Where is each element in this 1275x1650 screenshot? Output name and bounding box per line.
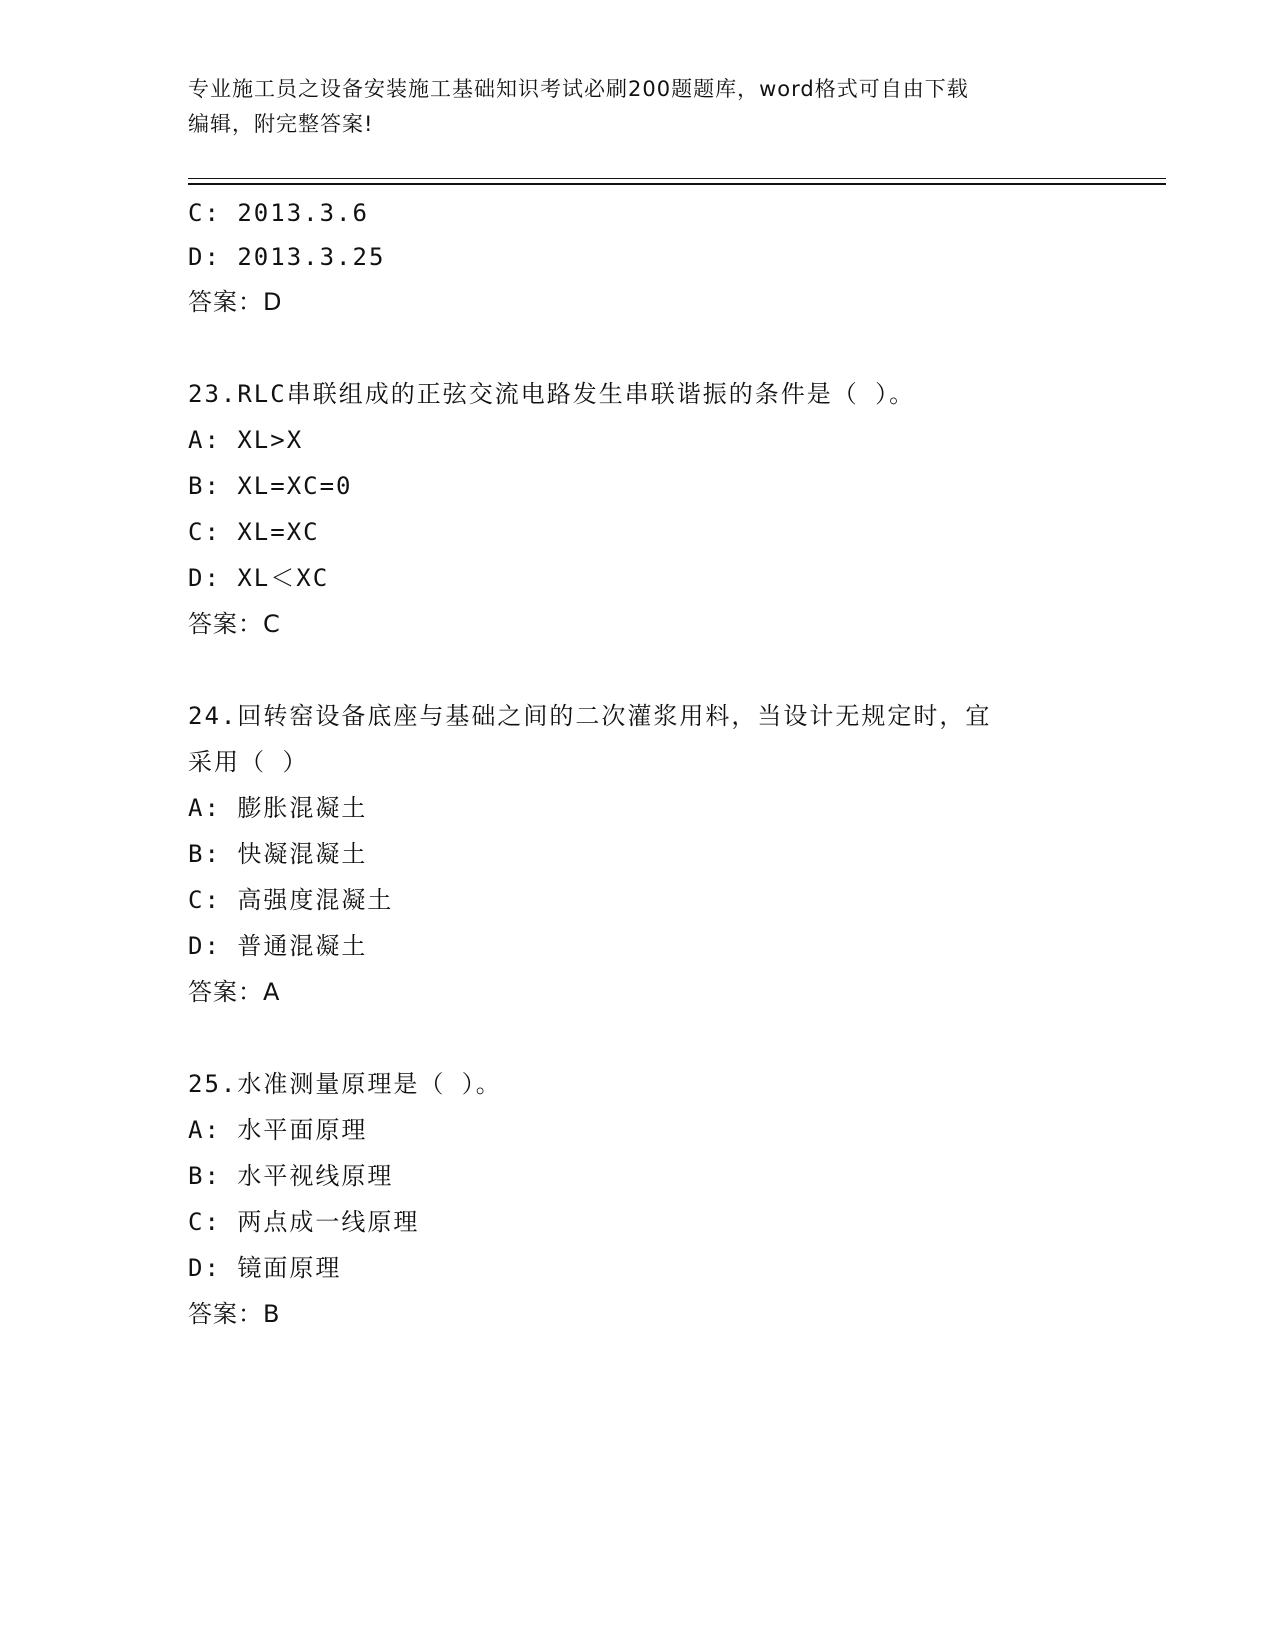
option-d: D: 镜面原理 [188,1254,342,1282]
option-d: D: 普通混凝土 [188,932,368,960]
option-c: C: XL=XC [188,518,320,546]
header-divider-thick [188,183,1166,185]
question-list [188,191,1088,1337]
question-24 [188,693,1088,1015]
spacer [188,325,1088,371]
option-c: C: 两点成一线原理 [188,1208,420,1236]
question-stem-line-2: 采用（ ） [188,748,309,776]
option-c: C: 2013.3.6 [188,199,369,227]
option-d: D: XL＜XC [188,564,330,592]
header-title-line-2: 编辑，附完整答案! [188,112,374,136]
header-title-line-1: 专业施工员之设备安装施工基础知识考试必刷200题题库，word格式可自由下载 [188,77,969,101]
answer-line: 答案：B [188,1300,281,1328]
option-b: B: XL=XC=0 [188,472,353,500]
question-stem-line-1: 24.回转窑设备底座与基础之间的二次灌浆用料，当设计无规定时，宜 [188,702,992,730]
answer-line: 答案：C [188,610,281,638]
option-b: B: 快凝混凝土 [188,840,368,868]
option-a: A: XL>X [188,426,304,454]
option-c: C: 高强度混凝土 [188,886,394,914]
previous-question-tail [188,191,1088,325]
answer-line: 答案：A [188,978,281,1006]
header-divider-thin [188,178,1166,179]
question-stem: 23.RLC串联组成的正弦交流电路发生串联谐振的条件是（ ）。 [188,380,916,408]
spacer [188,647,1088,693]
question-25 [188,1061,1088,1337]
option-a: A: 水平面原理 [188,1116,368,1144]
option-d: D: 2013.3.25 [188,243,386,271]
spacer [188,1015,1088,1061]
question-stem: 25.水准测量原理是（ ）。 [188,1070,502,1098]
answer-line: 答案：D [188,288,283,316]
option-a: A: 膨胀混凝土 [188,794,368,822]
question-23 [188,371,1088,647]
document-header [188,72,1088,142]
option-b: B: 水平视线原理 [188,1162,394,1190]
